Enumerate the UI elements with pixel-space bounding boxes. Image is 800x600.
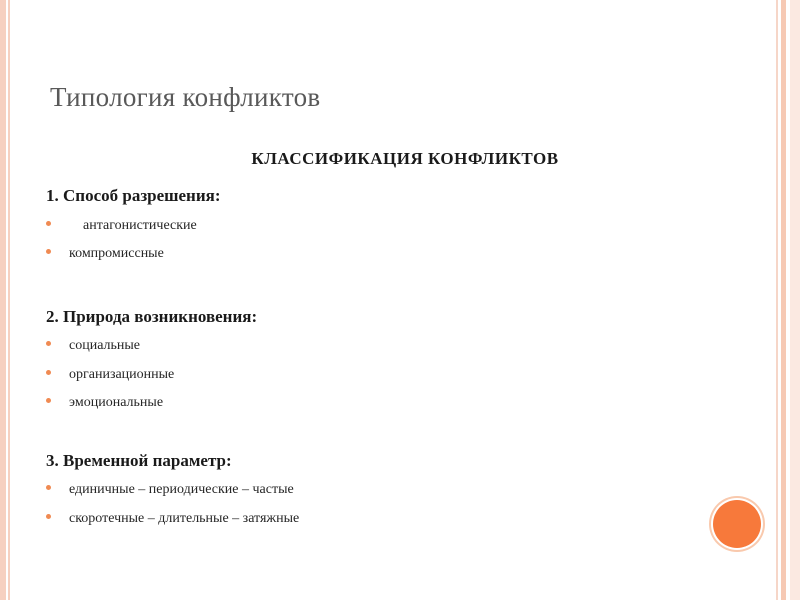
decorative-circle-icon bbox=[713, 500, 761, 548]
slide-subtitle: КЛАССИФИКАЦИЯ КОНФЛИКТОВ bbox=[251, 149, 559, 168]
list-item bbox=[46, 511, 299, 527]
list-item-text: организационные bbox=[69, 367, 175, 382]
right-border-line bbox=[776, 0, 778, 600]
section-heading-origin: 2. Природа возникновения: bbox=[46, 307, 258, 326]
list-item bbox=[46, 482, 294, 498]
list-item-text: компромиссные bbox=[69, 246, 164, 261]
list-item-text: социальные bbox=[69, 338, 141, 353]
right-border-decoration bbox=[781, 0, 786, 600]
bullet-icon bbox=[46, 341, 51, 346]
left-border-line bbox=[8, 0, 10, 600]
section-heading-time: 3. Временной параметр: bbox=[46, 451, 232, 470]
section-heading-resolution: 1. Способ разрешения: bbox=[46, 186, 221, 205]
list-item bbox=[46, 395, 163, 411]
list-item bbox=[46, 367, 174, 383]
list-item bbox=[46, 218, 197, 234]
bullet-icon bbox=[46, 370, 51, 375]
bullet-icon bbox=[46, 249, 51, 254]
bullet-icon bbox=[46, 514, 51, 519]
right-border-edge bbox=[790, 0, 800, 600]
bullet-icon bbox=[46, 485, 51, 490]
list-item-text: единичные – периодические – частые bbox=[69, 482, 294, 497]
slide-title: Типология конфликтов bbox=[50, 82, 321, 112]
list-item-text: эмоциональные bbox=[69, 395, 164, 410]
list-item-text: антагонистические bbox=[83, 218, 197, 233]
bullet-icon bbox=[46, 398, 51, 403]
left-border-decoration bbox=[0, 0, 6, 600]
bullet-icon bbox=[46, 221, 51, 226]
list-item bbox=[46, 338, 140, 354]
list-item-text: скоротечные – длительные – затяжные bbox=[69, 511, 300, 526]
list-item bbox=[46, 246, 164, 262]
